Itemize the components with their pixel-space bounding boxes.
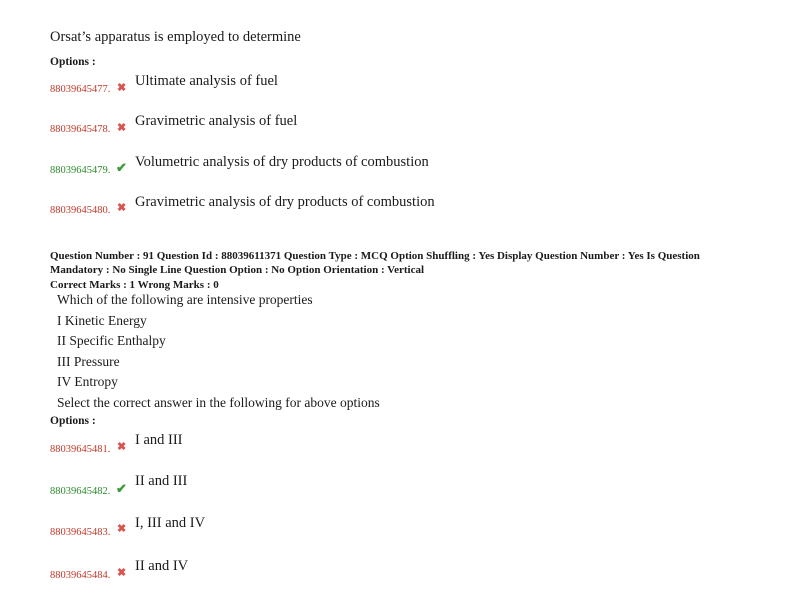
q91-options-label: Options : xyxy=(50,415,96,427)
wrong-mark-icon: ✖ xyxy=(117,202,127,214)
q90-option-4-id: 88039645480. xyxy=(50,205,111,216)
correct-check-icon: ✔ xyxy=(116,160,127,175)
q91-meta-line-2: Mandatory : No Single Line Question Option : No Option Orientation : Vertical xyxy=(50,264,425,276)
q90-question-text: Orsat’s apparatus is employed to determine xyxy=(50,29,301,45)
q91-option-1-id: 88039645481. xyxy=(50,444,111,455)
q90-option-3-text: Volumetric analysis of dry products of combustion xyxy=(135,154,429,170)
q90-option-1-id: 88039645477. xyxy=(50,84,111,95)
q91-item-2: II Specific Enthalpy xyxy=(57,333,166,348)
q91-marks: Correct Marks : 1 Wrong Marks : 0 xyxy=(50,279,219,291)
q91-option-4-text: II and IV xyxy=(135,558,189,574)
q91-question-text: Which of the following are intensive properties xyxy=(57,292,313,307)
wrong-mark-icon: ✖ xyxy=(117,122,127,134)
q91-meta-line-1: Question Number : 91 Question Id : 88039611371 Question Type : MCQ Option Shuffling : Yes Display Question Number : Yes Is Question xyxy=(50,250,700,262)
q91-option-2-id: 88039645482. xyxy=(50,486,111,497)
q91-option-2-text: II and III xyxy=(135,473,188,489)
wrong-mark-icon: ✖ xyxy=(117,523,127,535)
q90-option-3-id: 88039645479. xyxy=(50,165,111,176)
q91-item-4: IV Entropy xyxy=(57,374,118,389)
q91-instruction: Select the correct answer in the following for above options xyxy=(57,395,380,410)
q91-option-3-id: 88039645483. xyxy=(50,527,111,538)
wrong-mark-icon: ✖ xyxy=(117,82,127,94)
q91-option-1-text: I and III xyxy=(135,432,183,448)
q90-option-2-id: 88039645478. xyxy=(50,124,111,135)
q91-option-4-id: 88039645484. xyxy=(50,570,111,581)
q90-option-2-text: Gravimetric analysis of fuel xyxy=(135,113,298,129)
q91-option-3-text: I, III and IV xyxy=(135,515,206,531)
correct-check-icon: ✔ xyxy=(116,481,127,496)
q90-option-4-text: Gravimetric analysis of dry products of combustion xyxy=(135,194,435,210)
q91-item-3: III Pressure xyxy=(57,354,120,369)
q90-options-label: Options : xyxy=(50,56,96,68)
wrong-mark-icon: ✖ xyxy=(117,441,127,453)
q90-option-1-text: Ultimate analysis of fuel xyxy=(135,73,278,89)
q91-item-1: I Kinetic Energy xyxy=(57,313,147,328)
wrong-mark-icon: ✖ xyxy=(117,567,127,579)
